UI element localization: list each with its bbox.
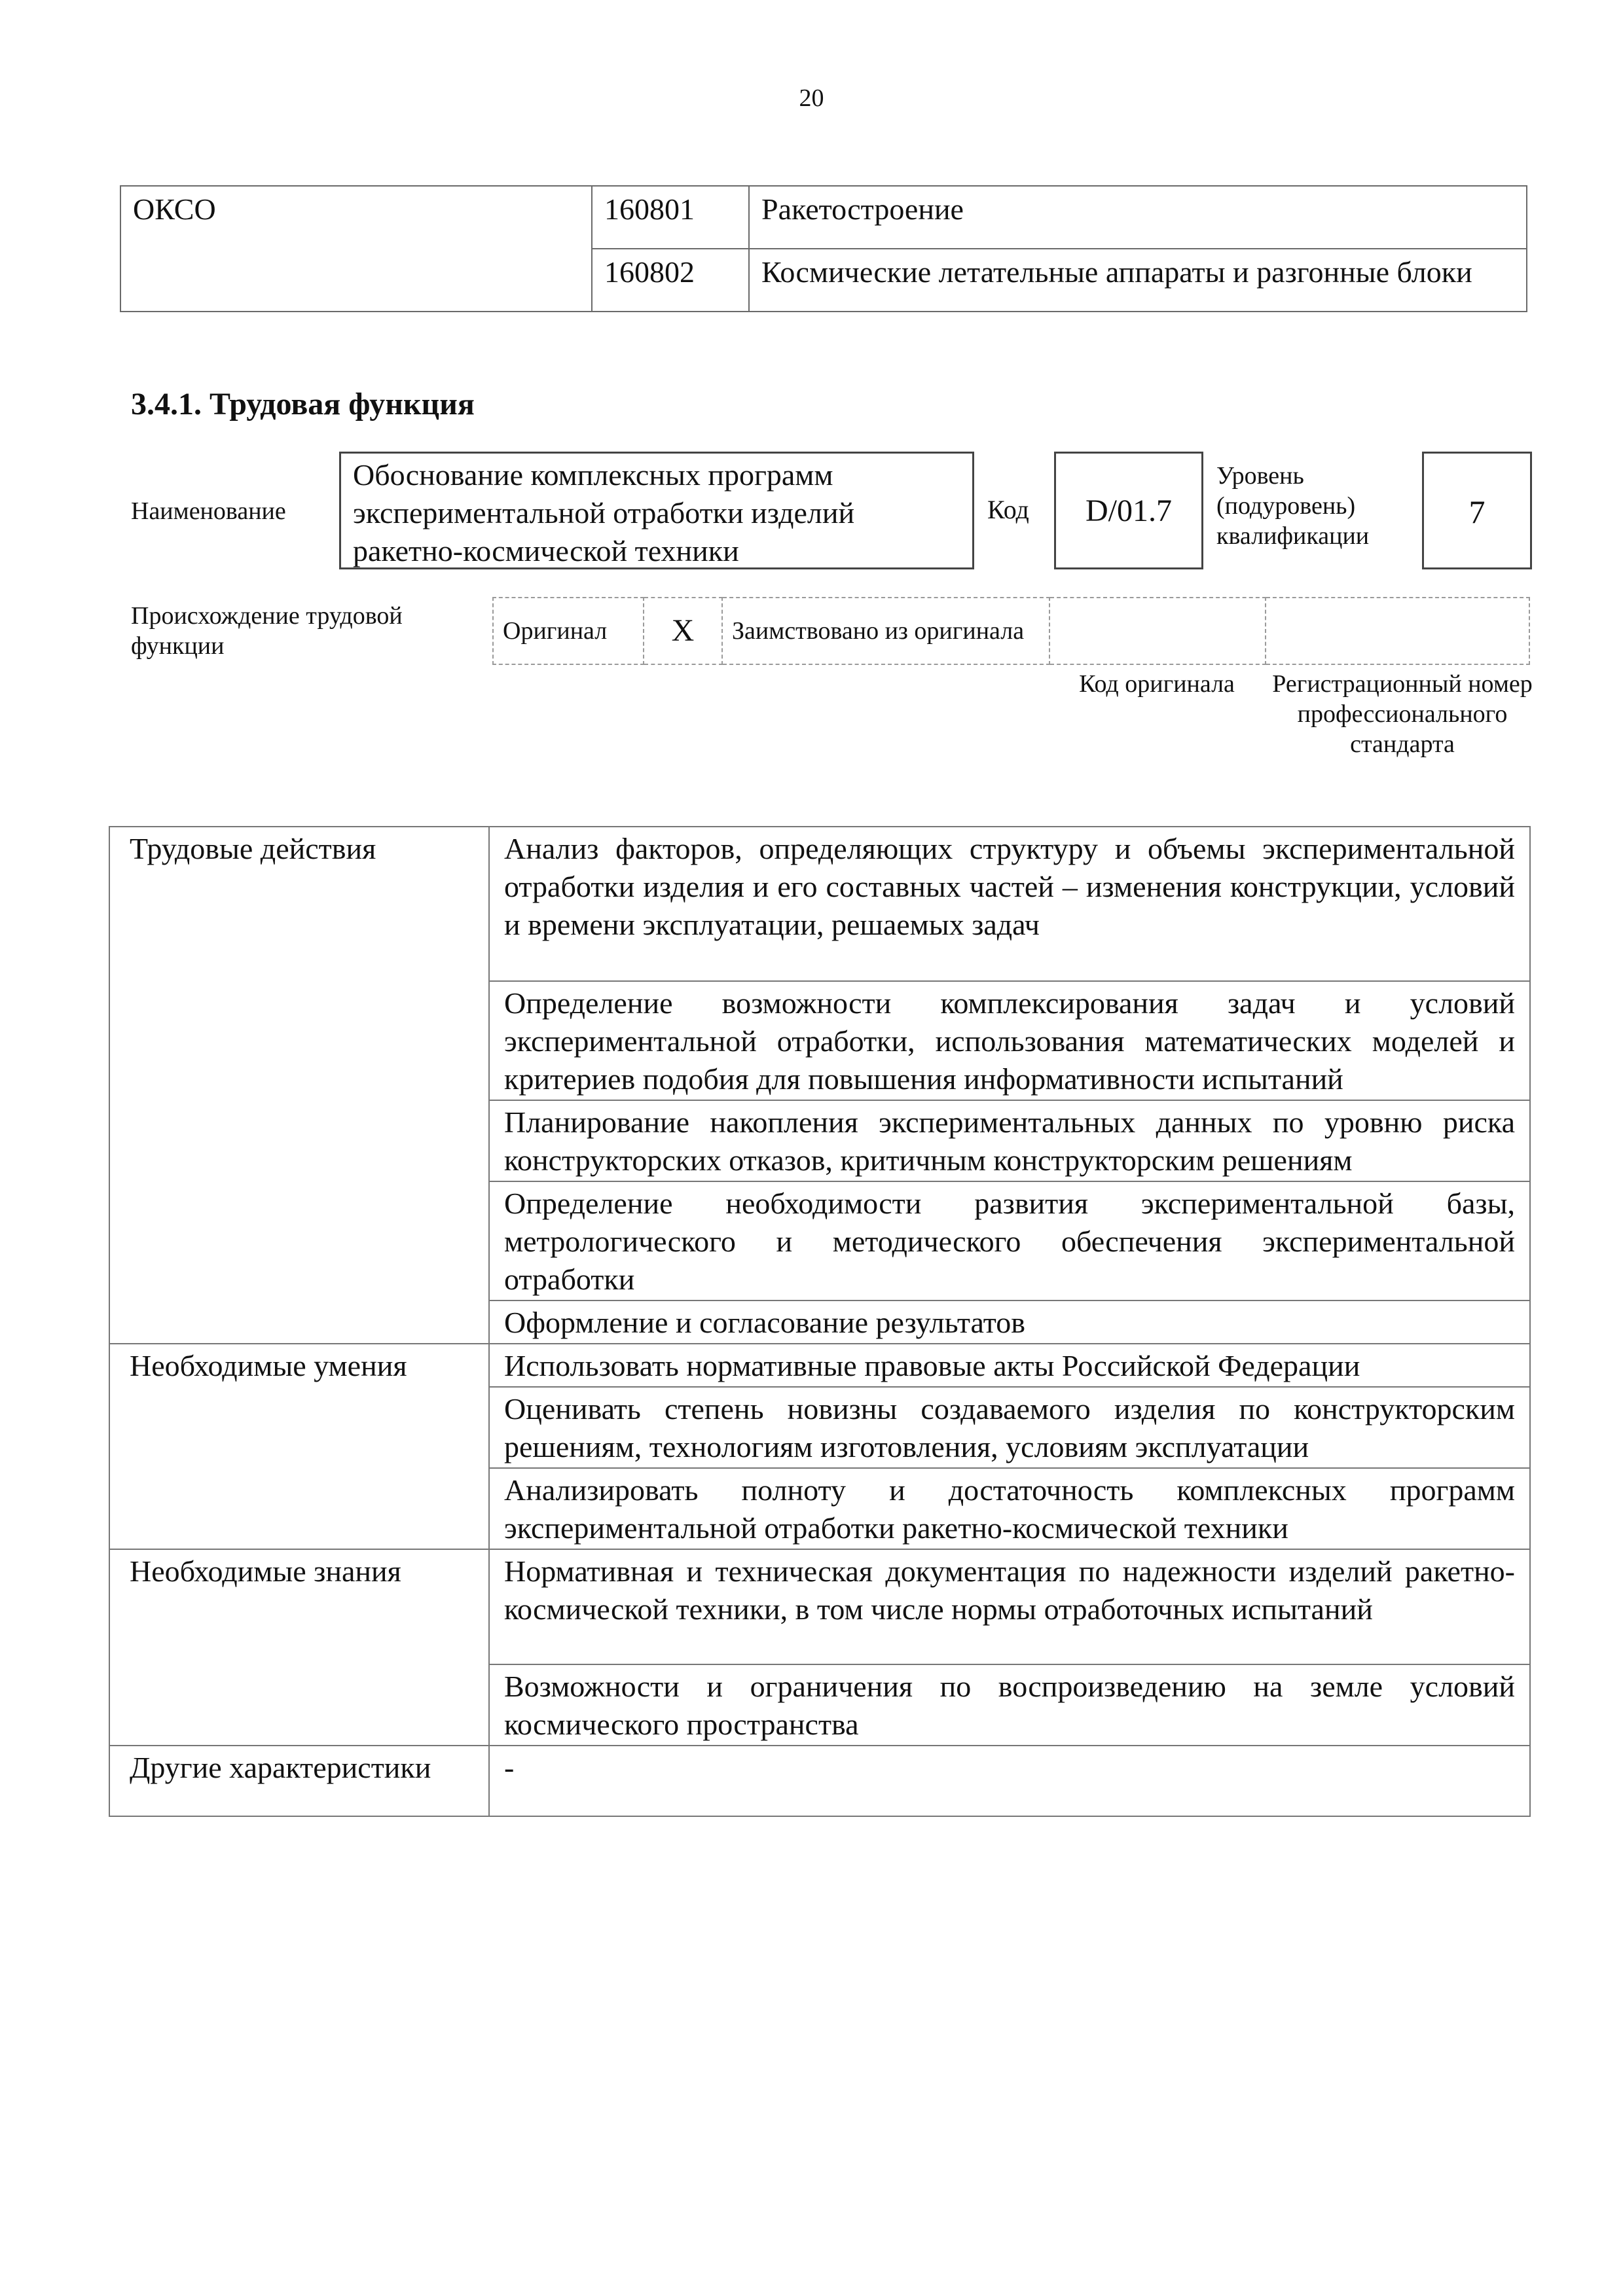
- original-mark: X: [644, 598, 722, 664]
- table-row: [493, 598, 1529, 664]
- list-item: Определение необходимости развития экспериментальной базы, метрологического и методического обеспечения экспериментальной отработки: [489, 1181, 1530, 1300]
- section-title-knowledge: Необходимые знания: [109, 1549, 489, 1746]
- function-code-box: D/01.7: [1054, 452, 1203, 569]
- level-label: Уровень (подуровень) квалификации: [1216, 462, 1370, 550]
- list-item: Нормативная и техническая документация по надежности изделий ракетно-космической техники, в том числе нормы отработочных испытаний: [489, 1549, 1530, 1664]
- table-row: [109, 1746, 1530, 1816]
- borrowed-label: Заимствовано из оригинала: [722, 598, 1049, 664]
- origin-table: [492, 597, 1530, 665]
- qualification-level-box: 7: [1422, 452, 1532, 569]
- function-name-box: Обоснование комплексных программ экспериментальной отработки изделий ракетно-космической техники: [339, 452, 974, 569]
- code-original-caption: Код оригинала: [1079, 670, 1235, 698]
- list-item: Оценивать степень новизны создаваемого изделия по конструкторским решениям, технологиям изготовления, условиям эксплуатации: [489, 1387, 1530, 1468]
- code-label: Код: [987, 495, 1029, 524]
- table-row: [120, 186, 1527, 249]
- list-item: Определение возможности комплексирования задач и условий экспериментальной отработки, использования математических моделей и критериев подобия для повышения информативности испытаний: [489, 981, 1530, 1100]
- section-title-actions: Трудовые действия: [109, 827, 489, 1344]
- section-title-other: Другие характеристики: [109, 1746, 489, 1816]
- list-item: Планирование накопления экспериментальных данных по уровню риска конструкторских отказов, критичным конструкторским решениям: [489, 1100, 1530, 1181]
- page-number: 20: [799, 84, 824, 112]
- okso-table: [120, 185, 1527, 312]
- reg-number-cell: [1266, 598, 1529, 664]
- section-title-skills: Необходимые умения: [109, 1344, 489, 1549]
- okso-name: Космические летательные аппараты и разгонные блоки: [749, 249, 1527, 312]
- labor-function-table: [109, 826, 1531, 1817]
- okso-code: 160802: [592, 249, 749, 312]
- list-item: Оформление и согласование результатов: [489, 1300, 1530, 1344]
- original-label: Оригинал: [493, 598, 644, 664]
- table-row: [109, 1549, 1530, 1664]
- section-title: 3.4.1. Трудовая функция: [131, 387, 475, 422]
- okso-name: Ракетостроение: [749, 186, 1527, 249]
- list-item: Анализ факторов, определяющих структуру и объемы экспериментальной отработки изделия и его составных частей – изменения конструкции, условий и времени эксплуатации, решаемых задач: [489, 827, 1530, 981]
- reg-number-caption: Регистрационный номер профессионального стандарта: [1272, 670, 1533, 758]
- table-row: [109, 1344, 1530, 1387]
- list-item: -: [489, 1746, 1530, 1816]
- list-item: Анализировать полноту и достаточность комплексных программ экспериментальной отработки ракетно-космической техники: [489, 1468, 1530, 1549]
- okso-label: ОКСО: [120, 186, 592, 312]
- list-item: Использовать нормативные правовые акты Российской Федерации: [489, 1344, 1530, 1387]
- list-item: Возможности и ограничения по воспроизведению на земле условий космического пространства: [489, 1664, 1530, 1746]
- code-original-cell: [1049, 598, 1266, 664]
- table-row: [109, 827, 1530, 981]
- okso-code: 160801: [592, 186, 749, 249]
- name-label: Наименование: [131, 497, 286, 525]
- origin-label: Происхождение трудовой функции: [131, 602, 403, 660]
